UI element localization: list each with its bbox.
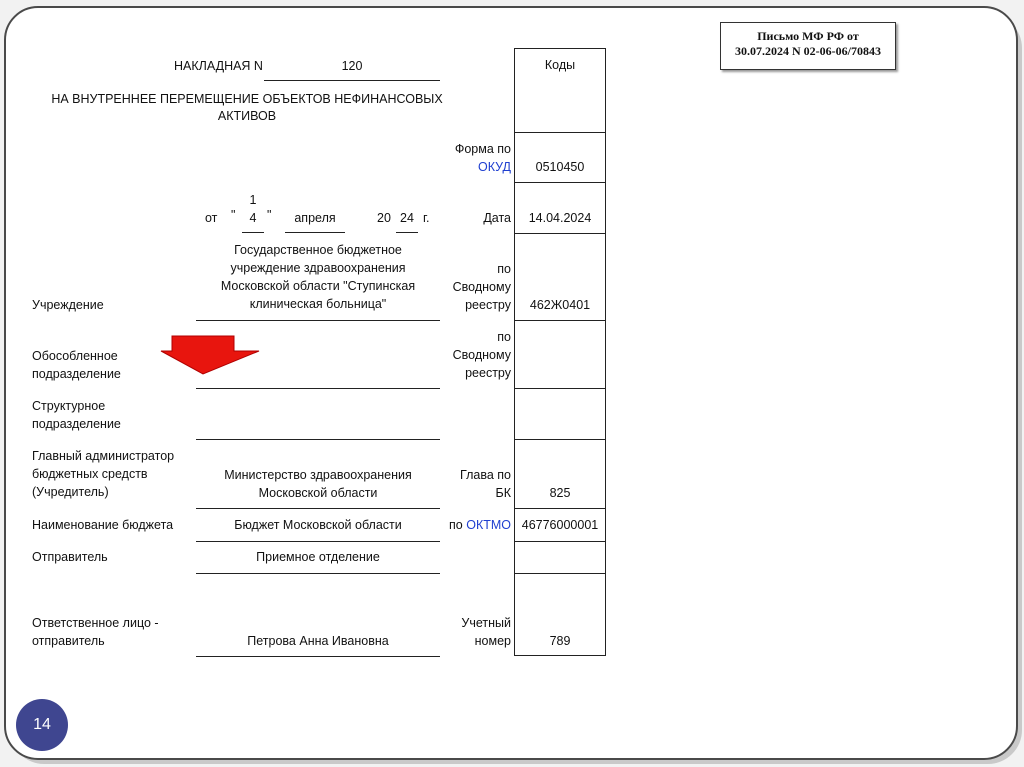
date-day-top: 1 [249, 193, 257, 207]
date-label: Дата [483, 211, 511, 225]
chapter-code: 825 [549, 486, 571, 500]
responsible-underline [196, 656, 440, 657]
letter-reference [720, 22, 896, 70]
institution-value-3: Московской области "Ступинская [220, 279, 416, 293]
letter-line-1: Письмо МФ РФ от [757, 29, 859, 43]
admin-value-1: Министерство здравоохранения [224, 468, 412, 482]
okud-code: 0510450 [535, 160, 585, 174]
slide [4, 6, 1018, 760]
institution-value-4: клиническая больница" [249, 297, 387, 311]
codes-column [514, 48, 606, 656]
division-label-2: подразделение [32, 367, 121, 381]
institution-underline [196, 320, 440, 321]
institution-value-1: Государственное бюджетное [234, 243, 402, 257]
codes-divider [514, 182, 606, 183]
account-code: 789 [549, 634, 571, 648]
codes-divider [514, 233, 606, 234]
responsible-label-1: Ответственное лицо - [32, 616, 159, 630]
oktmo-prefix: по [449, 518, 463, 532]
institution-value-2: учреждение здравоохранения [230, 261, 406, 275]
date-quote-open: " [231, 208, 236, 222]
admin-label-3: (Учредитель) [32, 485, 109, 499]
date-from: от [205, 211, 218, 225]
registry-label-3: реестру [465, 298, 511, 312]
account-label-1: Учетный [461, 616, 511, 630]
admin-value-2: Московской области [258, 486, 378, 500]
letter-line-2: 30.07.2024 N 02-06-06/70843 [735, 44, 881, 58]
date-day-bottom: 4 [249, 211, 257, 225]
date-quote-close: " [267, 208, 272, 222]
sender-label: Отправитель [32, 550, 108, 564]
structural-label-1: Структурное [32, 399, 106, 413]
admin-label-2: бюджетных средств [32, 467, 148, 481]
chapter-label-2: БК [495, 486, 511, 500]
registry2-label-2: Сводному [452, 348, 511, 362]
page-number-badge: 14 [16, 699, 68, 751]
codes-divider [514, 439, 606, 440]
registry-label-1: по [497, 262, 511, 276]
admin-label-1: Главный администратор [32, 449, 175, 463]
invoice-title: НАКЛАДНАЯ N [174, 59, 263, 73]
codes-divider [514, 573, 606, 574]
date-year-suffix: г. [423, 211, 430, 225]
budget-underline [196, 541, 440, 542]
codes-divider [514, 320, 606, 321]
registry2-label-1: по [497, 330, 511, 344]
division-underline [196, 388, 440, 389]
division-label-1: Обособленное [32, 349, 118, 363]
sender-underline [196, 573, 440, 574]
red-arrow-icon [160, 335, 260, 375]
codes-divider [514, 541, 606, 542]
account-label-2: номер [474, 634, 511, 648]
responsible-label-2: отправитель [32, 634, 105, 648]
budget-label: Наименование бюджета [32, 518, 174, 532]
okud-label-1: Форма по [454, 142, 511, 156]
sender-value: Приемное отделение [256, 550, 380, 564]
form-canvas [4, 6, 1018, 760]
chapter-label-1: Глава по [460, 468, 511, 482]
registry-code: 462Ж0401 [529, 298, 591, 312]
admin-underline [196, 508, 440, 509]
month-underline [285, 232, 345, 233]
date-century: 20 [377, 211, 391, 225]
okud-label-2: ОКУД [478, 160, 511, 174]
registry2-label-3: реестру [465, 366, 511, 380]
codes-divider [514, 388, 606, 389]
day-underline [242, 232, 264, 233]
invoice-number: 120 [341, 59, 363, 73]
year-underline [396, 232, 418, 233]
codes-header: Коды [544, 58, 576, 72]
date-month: апреля [294, 211, 336, 225]
date-year: 24 [400, 211, 414, 225]
structural-label-2: подразделение [32, 417, 121, 431]
codes-divider [514, 132, 606, 133]
budget-value: Бюджет Московской области [234, 518, 402, 532]
number-underline [264, 80, 440, 81]
institution-label: Учреждение [32, 298, 104, 312]
invoice-subtitle-2: АКТИВОВ [217, 109, 277, 123]
responsible-value: Петрова Анна Ивановна [247, 634, 389, 648]
oktmo-code: 46776000001 [521, 518, 599, 532]
codes-divider [514, 508, 606, 509]
invoice-subtitle-1: НА ВНУТРЕННЕЕ ПЕРЕМЕЩЕНИЕ ОБЪЕКТОВ НЕФИНАНСОВЫХ [51, 92, 443, 106]
oktmo-label [422, 516, 511, 534]
oktmo-link[interactable]: ОКТМО [466, 518, 511, 532]
structural-underline [196, 439, 440, 440]
date-code: 14.04.2024 [528, 211, 592, 225]
registry-label-2: Сводному [452, 280, 511, 294]
